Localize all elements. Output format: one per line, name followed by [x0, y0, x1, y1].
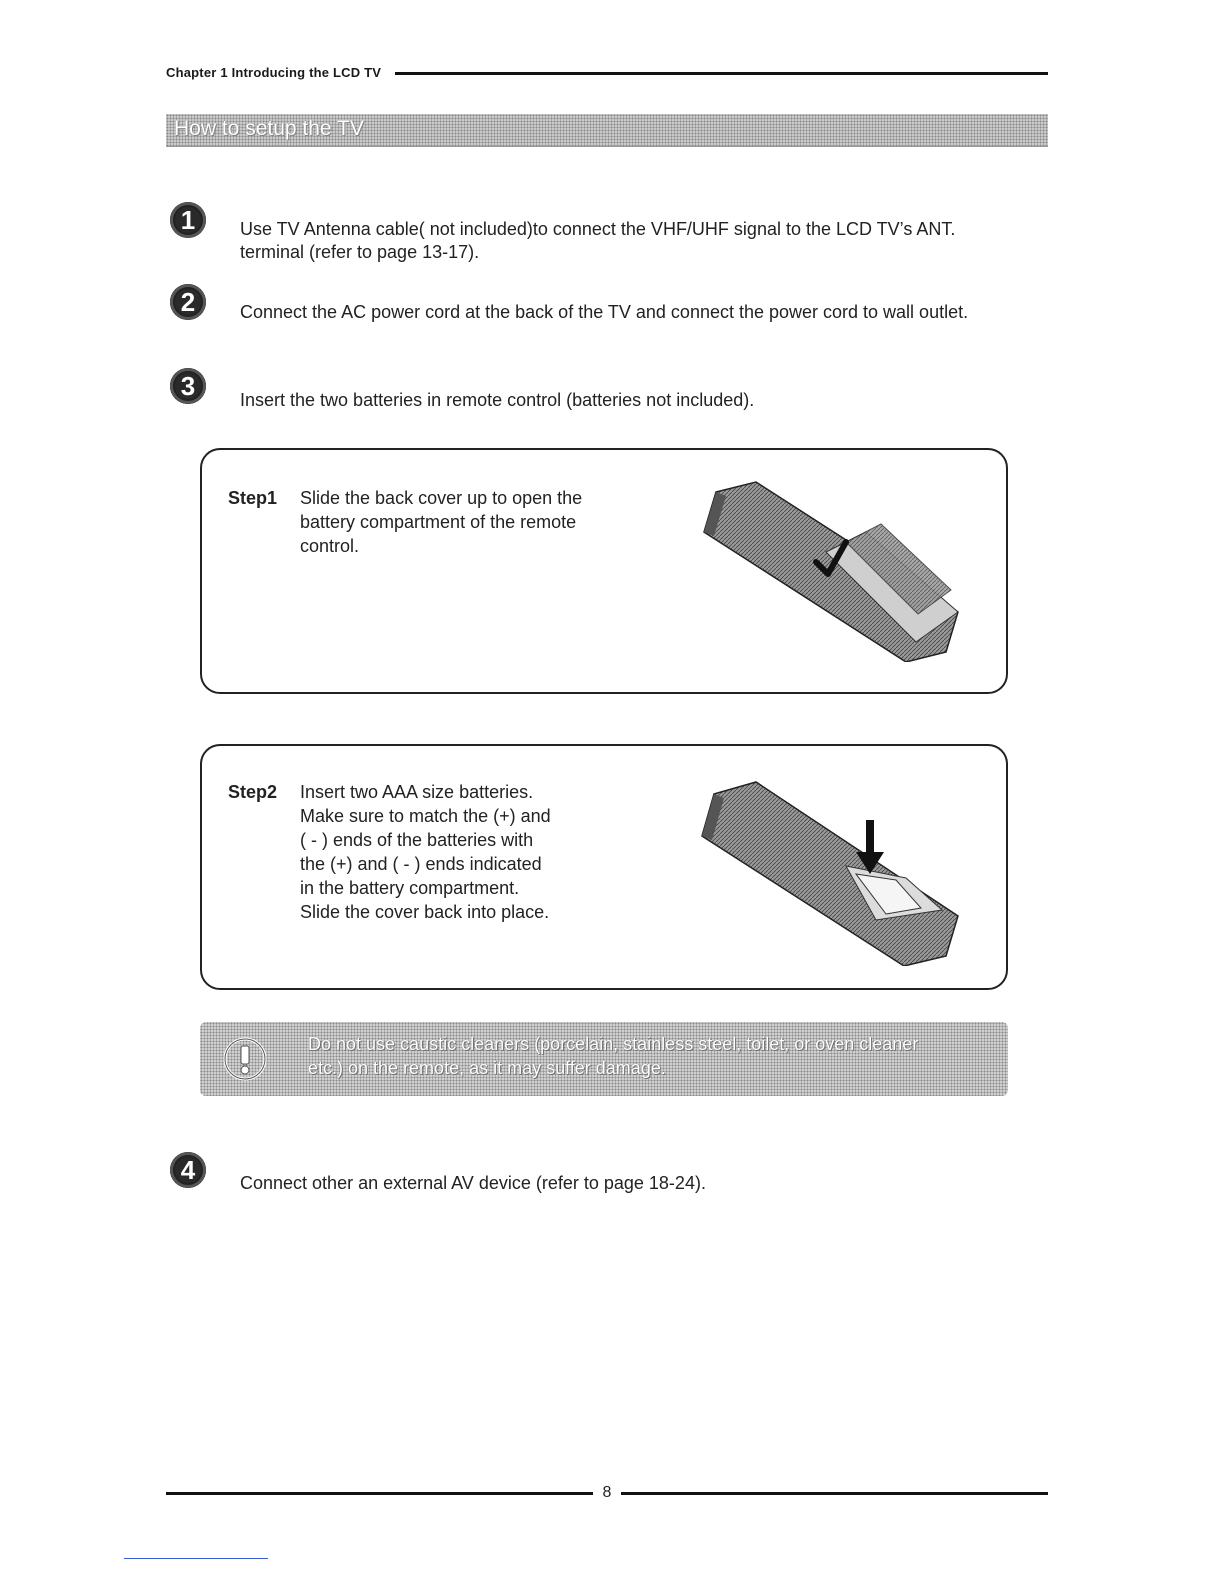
step-2-number-icon: 2 — [170, 284, 206, 320]
page-footer — [166, 1482, 1048, 1504]
step-3-number-icon: 3 — [170, 368, 206, 404]
chapter-header — [166, 62, 1048, 82]
section-title-bar — [166, 114, 1048, 147]
battery-step2-panel — [200, 744, 1008, 990]
page-number: 8 — [602, 1484, 612, 1501]
bottom-link-underline[interactable] — [124, 1558, 268, 1559]
battery-step2-line: ( - ) ends of the batteries with — [300, 830, 534, 850]
battery-step2-label: Step2 — [228, 782, 278, 802]
remote-insert-batteries-illustration — [696, 770, 968, 966]
header-rule — [395, 72, 1048, 75]
step-4-text: Connect other an external AV device (refer to page 18-24). — [240, 1173, 706, 1193]
section-title: How to setup the TV — [174, 117, 364, 140]
battery-step2-line: Insert two AAA size batteries. — [300, 782, 534, 802]
battery-step1-panel — [200, 448, 1008, 694]
caution-line1: Do not use caustic cleaners (porcelain, stainless steel, toilet, or oven cleaner — [308, 1034, 919, 1054]
battery-step1-label: Step1 — [228, 488, 278, 508]
battery-step2-line: the (+) and ( - ) ends indicated — [300, 854, 542, 874]
step-3-text: Insert the two batteries in remote control (batteries not included). — [240, 390, 755, 410]
chapter-title: Chapter 1 Introducing the LCD TV — [166, 64, 382, 80]
step-2-text: Connect the AC power cord at the back of the TV and connect the power cord to wall outlet. — [240, 302, 969, 322]
remote-open-cover-illustration — [696, 472, 968, 662]
battery-step2-text — [300, 780, 551, 924]
footer-rule-right — [621, 1492, 1048, 1495]
battery-step2-line: Make sure to match the (+) and — [300, 806, 551, 826]
caution-line2: etc.) on the remote, as it may suffer damage. — [308, 1058, 666, 1078]
step-1-text-line1: Use TV Antenna cable( not included)to connect the VHF/UHF signal to the LCD TV’s ANT. — [240, 219, 956, 239]
caution-box — [200, 1022, 1008, 1096]
caution-text — [308, 1032, 998, 1080]
battery-step2-line: in the battery compartment. — [300, 878, 520, 898]
footer-rule-left — [166, 1492, 593, 1495]
battery-step1-line: Slide the back cover up to open the — [300, 488, 583, 508]
step-1-text-line2: terminal (refer to page 13-17). — [240, 242, 480, 262]
battery-step2-line: Slide the cover back into place. — [300, 902, 550, 922]
step-1-text — [240, 218, 955, 264]
caution-icon — [222, 1036, 268, 1082]
step-1-number-icon: 1 — [170, 202, 206, 238]
step-4-number-icon: 4 — [170, 1152, 206, 1188]
battery-step1-line: control. — [300, 536, 360, 556]
battery-step1-line: battery compartment of the remote — [300, 512, 577, 532]
battery-step1-text — [300, 486, 582, 558]
